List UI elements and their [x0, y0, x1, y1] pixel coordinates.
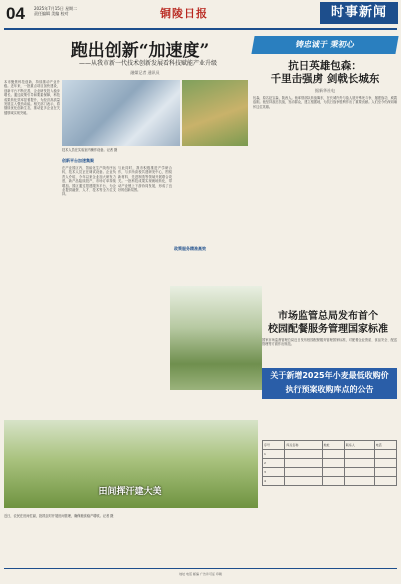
lab-photo [62, 80, 180, 146]
footer-info: 地址 电话 邮编 广告许可证 印刷 [179, 572, 222, 576]
main-headline: 跑出创新“加速度” [70, 41, 210, 61]
crop-photo [182, 80, 248, 146]
table-cell [374, 459, 396, 468]
table-row [263, 450, 397, 459]
table-row [263, 468, 397, 477]
notice-title-line-2: 执行预案收购库点的公告 [285, 385, 374, 394]
footer-rule [4, 568, 397, 569]
table-cell: 地址 [322, 441, 344, 450]
feature-headline-line-1: 抗日英雄包森： [288, 60, 362, 72]
subhead-2: 政策服务精准高效 [174, 246, 206, 251]
farm-photo [170, 286, 262, 390]
feature-headline-line-2: 千里击强虏 剑戟长城东 [270, 73, 380, 85]
main-byline: 融媒记者 通讯员 [130, 70, 160, 75]
table-cell [374, 450, 396, 459]
feature-body: 包森，原名赵宝森，陕西人。他率领部队转战冀东，在长城内外与敌人展开殊死斗争，屡建战功，威震敌胆。他坚持敌后抗战，发动群众，建立根据地，为抗日战争胜利作出了重要贡献。人们至今仍深切缅怀这位英雄。 [253, 96, 397, 109]
table-cell [344, 459, 374, 468]
table-cell [285, 468, 322, 477]
table-cell: 序号 [263, 441, 285, 450]
table-cell: 4 [263, 477, 285, 486]
main-column-1: 本市聚焦科技创新，持续推动产业升级。近年来，一批重点项目加快建设，创新平台不断完善，企业研发投入稳步增长。通过政策引导和要素保障，科技成果转化效率显著提升，为经济高质量发展注入强劲动能。相关部门表示，将继续优化创新生态，推动更多企业在关键领域实现突破。 [4, 80, 60, 115]
market-headline-line-2: 校园配餐服务管理国家标准 [268, 324, 388, 335]
table-cell [322, 468, 344, 477]
issue-date [34, 6, 77, 16]
table-cell: 3 [263, 468, 285, 477]
field-photo-caption: 近日，农民在田间忙碌，抢抓农时开展田间管理，确保粮食稳产增收。记者 摄 [4, 514, 114, 518]
feature-tag: 铸忠诚于 秉初心 [251, 36, 398, 54]
table-cell: 1 [263, 450, 285, 459]
table-row [263, 459, 397, 468]
table-cell [322, 477, 344, 486]
table-cell: 联系人 [344, 441, 374, 450]
page-number: 04 [6, 4, 25, 23]
page-header [0, 0, 401, 30]
table-cell [374, 468, 396, 477]
table-cell: 2 [263, 459, 285, 468]
field-photo-title: 田间挥汗建大美 [98, 487, 162, 497]
market-headline-line-1: 市场监管总局发布首个 [278, 311, 378, 322]
main-column-3: 与此同时，我市积极推进产学研合作，与多所高校共建研发中心，围绕新材料、先进制造等领域开展联合攻关。一批科技成果实现就地转化，带动产业链上下游协同发展，形成了良好的创新氛围。 [118, 166, 172, 193]
table-cell: 库点名称 [285, 441, 322, 450]
table-cell [344, 468, 374, 477]
market-headline [262, 310, 394, 336]
date-line: 2025年7月15日 星期二 [34, 6, 78, 11]
subhead-1: 创新平台加速集聚 [62, 158, 94, 163]
notice-title-line-1: 关于新增2025年小麦最低收购价 [270, 371, 389, 380]
main-column-2: 在产业园区内，智能化生产线有序运转，技术人员正在调试设备。企业负责人介绍，今年以来企业加大研发力度，新产品陆续投产，市场订单持续增加。园区通过搭建服务平台，为企业提供融资、人才、技术等全方位支持。 [62, 166, 116, 197]
table-cell [285, 477, 322, 486]
feature-byline: 据新华社电 [315, 88, 335, 93]
main-subtitle: ——从我市新一代技术创新发展看科技赋能产业升级 [78, 60, 217, 67]
section-title: 时事新闻 [320, 2, 398, 24]
table-cell [344, 450, 374, 459]
table-cell [344, 477, 374, 486]
editor-line: 责任编辑 美编 校对 [34, 11, 69, 16]
table-row [263, 477, 397, 486]
market-body: 国家市场监督管理总局近日发布校园配餐服务管理国家标准，对配餐企业资质、食品安全、配送管理等方面作出规范。 [262, 338, 397, 347]
table-row [263, 441, 397, 450]
photo-caption: 技术人员在实验室内操作设备。记者 摄 [62, 148, 118, 152]
table-cell [285, 450, 322, 459]
table-cell [322, 450, 344, 459]
notice-banner [262, 368, 397, 399]
table-cell [285, 459, 322, 468]
feature-headline [253, 60, 397, 86]
table-cell [322, 459, 344, 468]
table-cell [374, 477, 396, 486]
table-cell: 电话 [374, 441, 396, 450]
newspaper-name: 铜陵日报 [160, 7, 208, 20]
notice-table [262, 440, 397, 486]
header-rule [4, 28, 397, 30]
